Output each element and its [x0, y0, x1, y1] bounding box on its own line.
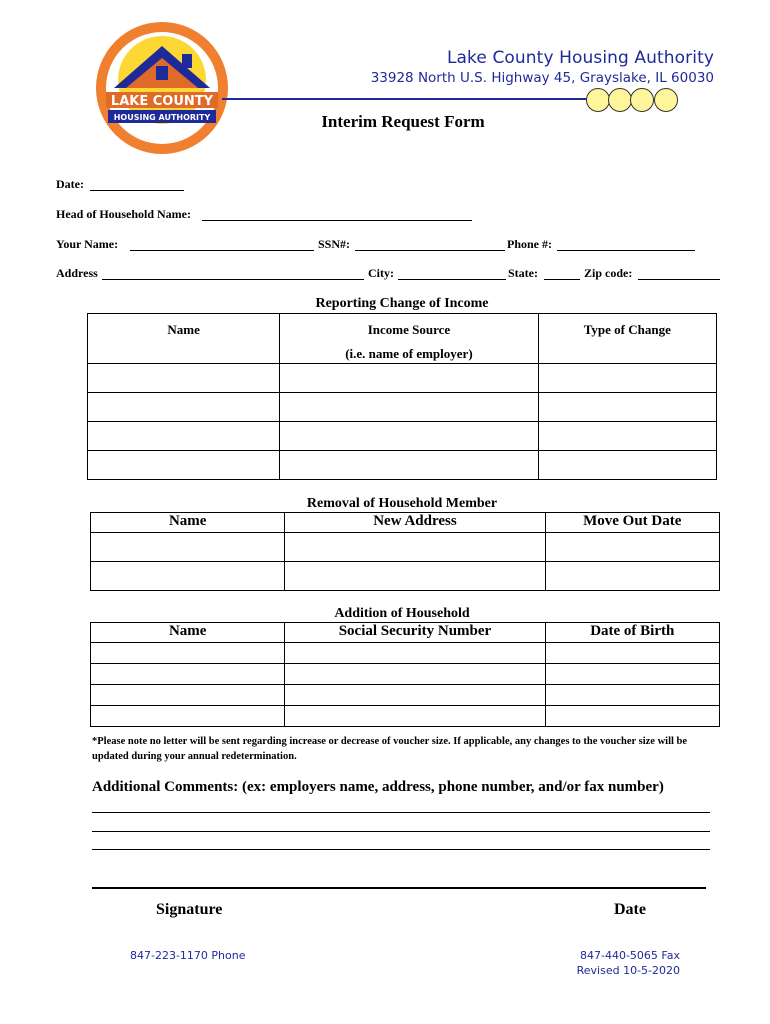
table-row: [91, 533, 720, 562]
table-cell[interactable]: [91, 643, 285, 664]
table-row: [91, 643, 720, 664]
income-header-type: Type of Change: [538, 314, 716, 364]
income-section-title: Reporting Change of Income: [315, 296, 489, 311]
city-field[interactable]: [398, 267, 506, 280]
table-cell[interactable]: [285, 664, 545, 685]
table-cell[interactable]: [91, 533, 285, 562]
table-cell[interactable]: [285, 643, 545, 664]
table-cell[interactable]: [285, 685, 545, 706]
comment-line[interactable]: [92, 849, 710, 850]
income-header-name: Name: [88, 314, 280, 364]
table-cell[interactable]: [545, 685, 719, 706]
table-row: [91, 685, 720, 706]
addition-header-dob: Date of Birth: [545, 623, 719, 643]
table-cell[interactable]: [280, 364, 538, 393]
phone-field[interactable]: [557, 238, 695, 251]
table-cell[interactable]: [545, 643, 719, 664]
table-row: [88, 364, 717, 393]
table-cell[interactable]: [285, 706, 545, 727]
table-cell[interactable]: [280, 422, 538, 451]
decorative-circle: [654, 88, 678, 112]
table-cell[interactable]: [280, 451, 538, 480]
date-signature-label: Date: [614, 901, 646, 918]
addition-section-title: Addition of Household: [334, 606, 470, 621]
decorative-circle: [608, 88, 632, 112]
signature-label: Signature: [156, 901, 223, 918]
table-cell[interactable]: [88, 364, 280, 393]
table-row: [91, 664, 720, 685]
income-source-hint: (i.e. name of employer): [345, 346, 473, 361]
svg-text:HOUSING AUTHORITY: HOUSING AUTHORITY: [113, 113, 211, 122]
date-label: Date:: [56, 177, 84, 191]
table-cell[interactable]: [88, 393, 280, 422]
voucher-size-note: *Please note no letter will be sent regarding increase or decrease of voucher size. If applicable, any changes to the voucher size will be updated during your annual redetermination.: [92, 736, 688, 762]
ssn-label: SSN#:: [318, 237, 351, 251]
state-label: State:: [508, 266, 538, 280]
table-cell[interactable]: [545, 562, 719, 591]
head-of-household-field[interactable]: [202, 208, 472, 221]
table-cell[interactable]: [285, 562, 545, 591]
table-cell[interactable]: [88, 422, 280, 451]
table-cell[interactable]: [545, 533, 719, 562]
addition-table: [90, 622, 720, 727]
header-rule: [222, 98, 602, 100]
form-title: Interim Request Form: [321, 112, 485, 131]
address-field[interactable]: [102, 267, 364, 280]
your-name-field[interactable]: [130, 238, 314, 251]
table-cell[interactable]: [91, 664, 285, 685]
address-label: Address: [56, 266, 98, 280]
removal-header-address: New Address: [285, 513, 545, 533]
addition-header-name: Name: [91, 623, 285, 643]
signature-line[interactable]: [92, 887, 706, 889]
zip-label: Zip code:: [584, 266, 633, 280]
table-cell[interactable]: [538, 451, 716, 480]
city-label: City:: [368, 266, 394, 280]
table-row: [88, 422, 717, 451]
ssn-field[interactable]: [355, 238, 505, 251]
income-header-source: [280, 314, 538, 364]
table-cell[interactable]: [285, 533, 545, 562]
table-cell[interactable]: [545, 706, 719, 727]
table-row: [91, 706, 720, 727]
income-change-table: [87, 313, 717, 480]
table-cell[interactable]: [91, 685, 285, 706]
table-row: [91, 562, 720, 591]
phone-label: Phone #:: [507, 237, 552, 251]
table-row: [88, 393, 717, 422]
footer-revised: Revised 10-5-2020: [576, 964, 680, 977]
decorative-circle: [630, 88, 654, 112]
svg-text:LAKE COUNTY: LAKE COUNTY: [110, 94, 214, 109]
table-cell[interactable]: [538, 364, 716, 393]
removal-header-moveout: Move Out Date: [545, 513, 719, 533]
table-cell[interactable]: [280, 393, 538, 422]
org-address: 33928 North U.S. Highway 45, Grayslake, IL 60030: [370, 70, 714, 86]
your-name-label: Your Name:: [56, 237, 119, 251]
table-row: [88, 451, 717, 480]
table-cell[interactable]: [538, 393, 716, 422]
removal-header-name: Name: [91, 513, 285, 533]
table-cell[interactable]: [88, 451, 280, 480]
lake-county-housing-authority-logo: [92, 18, 232, 158]
table-cell[interactable]: [545, 664, 719, 685]
org-name: Lake County Housing Authority: [446, 48, 714, 68]
table-cell[interactable]: [91, 562, 285, 591]
decorative-circle: [586, 88, 610, 112]
comment-line[interactable]: [92, 831, 710, 832]
zip-field[interactable]: [638, 267, 720, 280]
table-cell[interactable]: [91, 706, 285, 727]
head-of-household-label: Head of Household Name:: [56, 207, 191, 221]
comment-line[interactable]: [92, 812, 710, 813]
state-field[interactable]: [544, 267, 580, 280]
table-cell[interactable]: [538, 422, 716, 451]
footer-phone: 847-223-1170 Phone: [130, 949, 246, 962]
removal-table: [90, 512, 720, 591]
date-field[interactable]: [90, 178, 184, 191]
removal-section-title: Removal of Household Member: [306, 496, 498, 511]
addition-header-ssn: Social Security Number: [285, 623, 545, 643]
footer-fax: 847-440-5065 Fax: [580, 949, 680, 962]
income-source-label: Income Source: [367, 322, 451, 337]
additional-comments-label: Additional Comments: (ex: employers name, address, phone number, and/or fax number): [92, 779, 664, 795]
